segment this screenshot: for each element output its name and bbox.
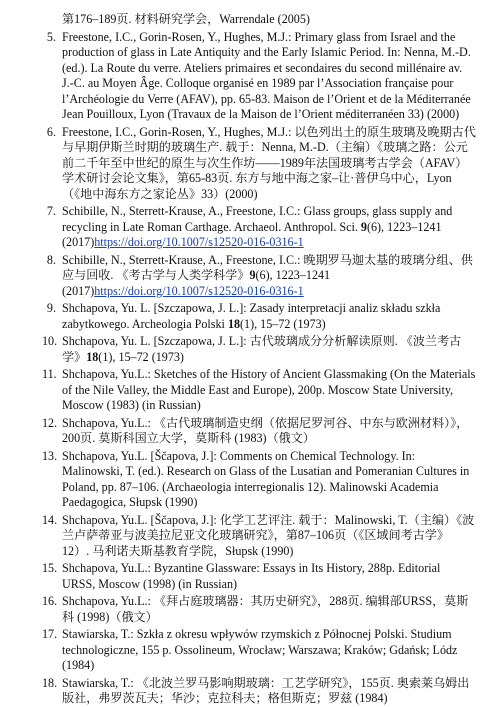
reference-number: 14. [42, 512, 58, 527]
volume-number: 18 [86, 349, 99, 364]
volume-number: 9 [360, 219, 367, 234]
reference-text [62, 513, 476, 560]
reference-number: 15. [42, 561, 58, 575]
reference-segment: Schibille, N., Sterrett-Krause, A., Freestone, I.C.: 晚期罗马迦太基的玻璃分组、供应与回收. 《考古学与人类学科学》 [62, 252, 473, 282]
reference-segment: (1), 15–72 (1973) [98, 349, 184, 364]
reference-segment: Stawiarska, T.: Szkła z okresu wpływów rzymskich z Północnej Polski. Studium technologiczne, 155 p. Ossolineum, Wrocław; Warszawa; Kraków; Gdańsk; Lódz (1984) [62, 627, 458, 672]
reference-number: 8. [46, 252, 56, 267]
reference-segment: (6), 1223–1241 (2017) [62, 219, 442, 249]
reference-text [62, 30, 476, 123]
reference-item [42, 204, 476, 251]
reference-item [42, 125, 476, 203]
reference-segment: Shchapova, Yu.L.: Sketches of the History of Ancient Glassmaking (On the Materials of the Nile Valley, the Middle East and Europe), 200p. Moscow State University, Moscow (1983) (in Russian) [62, 367, 476, 412]
reference-text [62, 594, 476, 625]
reference-text [62, 334, 476, 365]
reference-text [62, 676, 476, 707]
reference-number: 16. [42, 594, 58, 608]
reference-text [62, 367, 476, 414]
reference-text [62, 449, 476, 511]
reference-text [62, 125, 476, 203]
reference-item [42, 627, 476, 674]
reference-text [62, 561, 476, 592]
doi-link[interactable]: https://doi.org/10.1007/s12520-016-0316-1 [94, 235, 304, 249]
reference-segment: Freestone, I.C., Gorin-Rosen, Y., Hughes, M.J.: Primary glass from Israel and the production of glass in Late Antiquity and the Early Islamic Period. In: Nenna, M.-D. (ed.). La Route du verre. Ateliers primaires et secondaires du second millénaire av. J.-C. au Moyen Âge. Colloque organisé en 1989 par l’Association française pour l’Archéologie du Verre (AFAV), pp. 65-83. Maison de l’Orient et de la Méditerranée Jean Pouilloux, Lyon (Travaux de la Maison de l’Orient méditerranéen 33) (2000) [62, 29, 471, 121]
reference-item [42, 416, 476, 447]
reference-number: 6. [46, 124, 56, 139]
reference-item [42, 367, 476, 414]
reference-text [62, 301, 476, 332]
reference-item [42, 594, 476, 625]
reference-segment: Freestone, I.C., Gorin-Rosen, Y., Hughes, M.J.: 以色列出土的原生玻璃及晚期古代与早期伊斯兰时期的玻璃生产. 载于：Nenna, M.-D.（主编）《玻璃之路：公元前二千年至中世纪的原生与次生作坊——1989年法国玻璃考古学会（AFAV）学术研讨会论文集》，第65-83页. 东方与地中海之家–让·普伊乌中心，Lyon（《地中海东方之家论丛》33）(2000) [62, 124, 476, 201]
reference-segment: (6), 1223–1241 (2017) [62, 268, 331, 298]
reference-number: 7. [46, 204, 56, 218]
reference-segment: Shchapova, Yu.L.: 《拜占庭玻璃器：其历史研究》，288页. 编辑部URSS，莫斯科 (1998)（俄文） [62, 594, 469, 624]
reference-number: 5. [46, 29, 56, 44]
reference-segment: Stawiarska, T.: 《北波兰罗马影响期玻璃：工艺学研究》，155页. 奥索莱乌姆出版社，弗罗茨瓦夫；华沙；克拉科夫；格但斯克；罗兹 (1984) [62, 675, 470, 705]
reference-item [42, 334, 476, 365]
doi-link[interactable]: https://doi.org/10.1007/s12520-016-0316-1 [94, 283, 304, 298]
reference-item [42, 253, 476, 300]
volume-number: 18 [227, 316, 241, 331]
reference-item [42, 449, 476, 511]
reference-number: 12. [42, 415, 58, 430]
reference-segment: Shchapova, Yu.L.: 《古代玻璃制造史纲（依据尼罗河谷、中东与欧洲材料）》，200页. 莫斯科国立大学，莫斯科 (1983)（俄文） [62, 415, 469, 445]
reference-text [62, 416, 476, 447]
reference-segment: Shchapova, Yu. L. [Szczapowa, J. L.]: Zasady interpretacji analiz składu szkła zabytkowego. Archeologia Polski [62, 301, 441, 331]
reference-item [42, 513, 476, 560]
reference-segment: Shchapova, Yu.L.: Byzantine Glassware: Essays in Its History, 288p. Editorial URSS, Moscow (1998) (in Russian) [62, 561, 441, 591]
reference-text [62, 204, 476, 251]
reference-segment: Shchapova, Yu.L. [Ščapova, J.]: 化学工艺评注. 载于：Malinowski, T.（主编）《波兰卢萨蒂亚与波美拉尼亚文化玻璃研究》，第87–106页（《区域间考古学》12）. 马利诺夫斯基教育学院，Słupsk (1990) [62, 512, 475, 558]
reference-number: 17. [42, 627, 58, 641]
volume-number: 9 [249, 268, 256, 282]
reference-segment: Shchapova, Yu.L. [Ščapova, J.]: Comments on Chemical Technology. In: Malinowski, T. (ed.). Research on Glass of the Lusatian and Pomeranian Cultures in Poland, pp. 87–106. (Archaeologia interregionalis 12). Malinowski Academia Paedagogica, Słupsk (1990) [62, 448, 470, 509]
continued-reference-text: 第176–189页. 材料研究学会，Warrendale (2005) [62, 12, 310, 26]
reference-list [42, 30, 476, 707]
reference-text [62, 627, 476, 674]
reference-segment: (1), 15–72 (1973) [240, 316, 326, 331]
reference-number: 10. [42, 334, 58, 348]
reference-segment: Schibille, N., Sterrett-Krause, A., Freestone, I.C.: Glass groups, glass supply and recycling in Late Roman Carthage. Archaeol. Anthropol. Sci. [62, 204, 453, 234]
reference-item [42, 301, 476, 332]
reference-number: 18. [42, 675, 58, 690]
reference-number: 9. [46, 301, 56, 315]
reference-item [42, 676, 476, 707]
reference-segment: Shchapova, Yu. L. [Szczapowa, J. L.]: 古代玻璃成分分析解读原则. 《波兰考古学》 [62, 334, 462, 364]
reference-text [62, 253, 476, 300]
reference-item [42, 30, 476, 123]
reference-item [42, 561, 476, 592]
reference-number: 13. [42, 448, 58, 463]
reference-number: 11. [42, 367, 57, 381]
